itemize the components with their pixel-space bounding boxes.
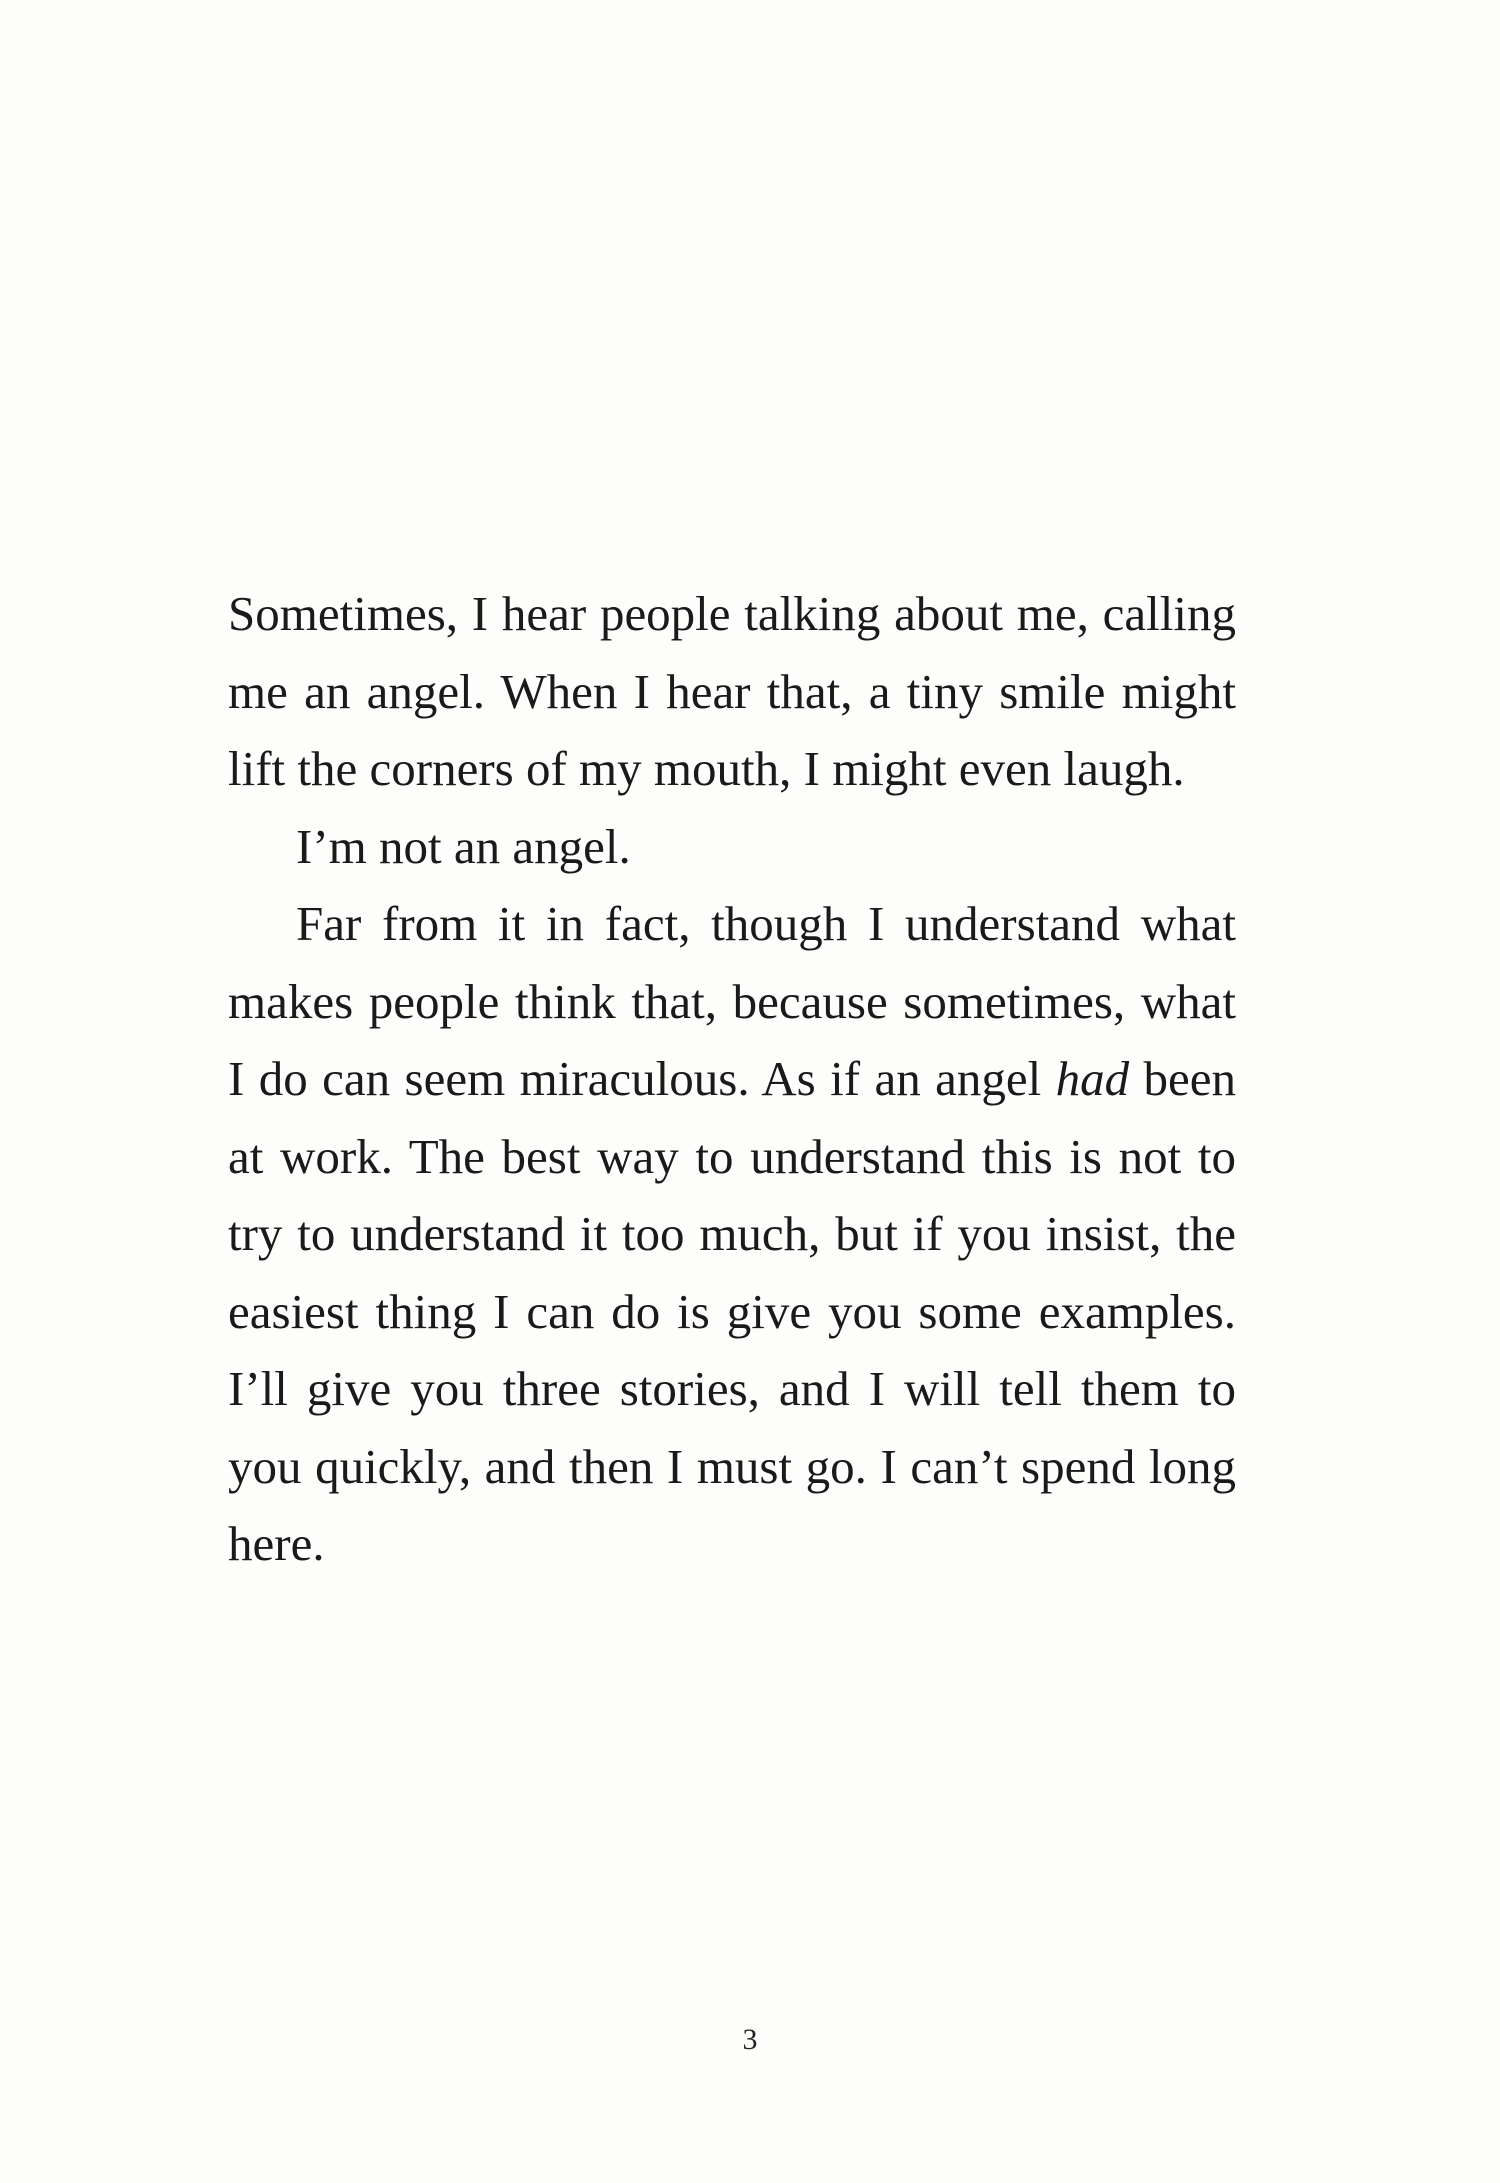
body-text <box>228 575 1236 1583</box>
emphasized-word: had <box>1055 1051 1130 1106</box>
page-number: 3 <box>742 2023 758 2056</box>
paragraph-3-before-emphasis: Far from it in fact, though I understand what makes people think that, because sometimes, what I do can seem miraculous. As if an angel <box>228 896 1236 1106</box>
paragraph-2: I’m not an angel. <box>296 818 631 874</box>
paragraph-3-after-emphasis: been at work. The best way to understand this is not to try to understand it too much, but if you insist, the easiest thing I can do is give you some examples. I’ll give you three stories, and I will tell them to you quickly, and then I must go. I can’t spend long here. <box>228 1051 1237 1571</box>
paragraph-1: Sometimes, I hear people talking about me, calling me an angel. When I hear that, a tiny smile might lift the corners of my mouth, I might even laugh. <box>228 586 1236 796</box>
paragraph-3 <box>228 885 1236 1583</box>
